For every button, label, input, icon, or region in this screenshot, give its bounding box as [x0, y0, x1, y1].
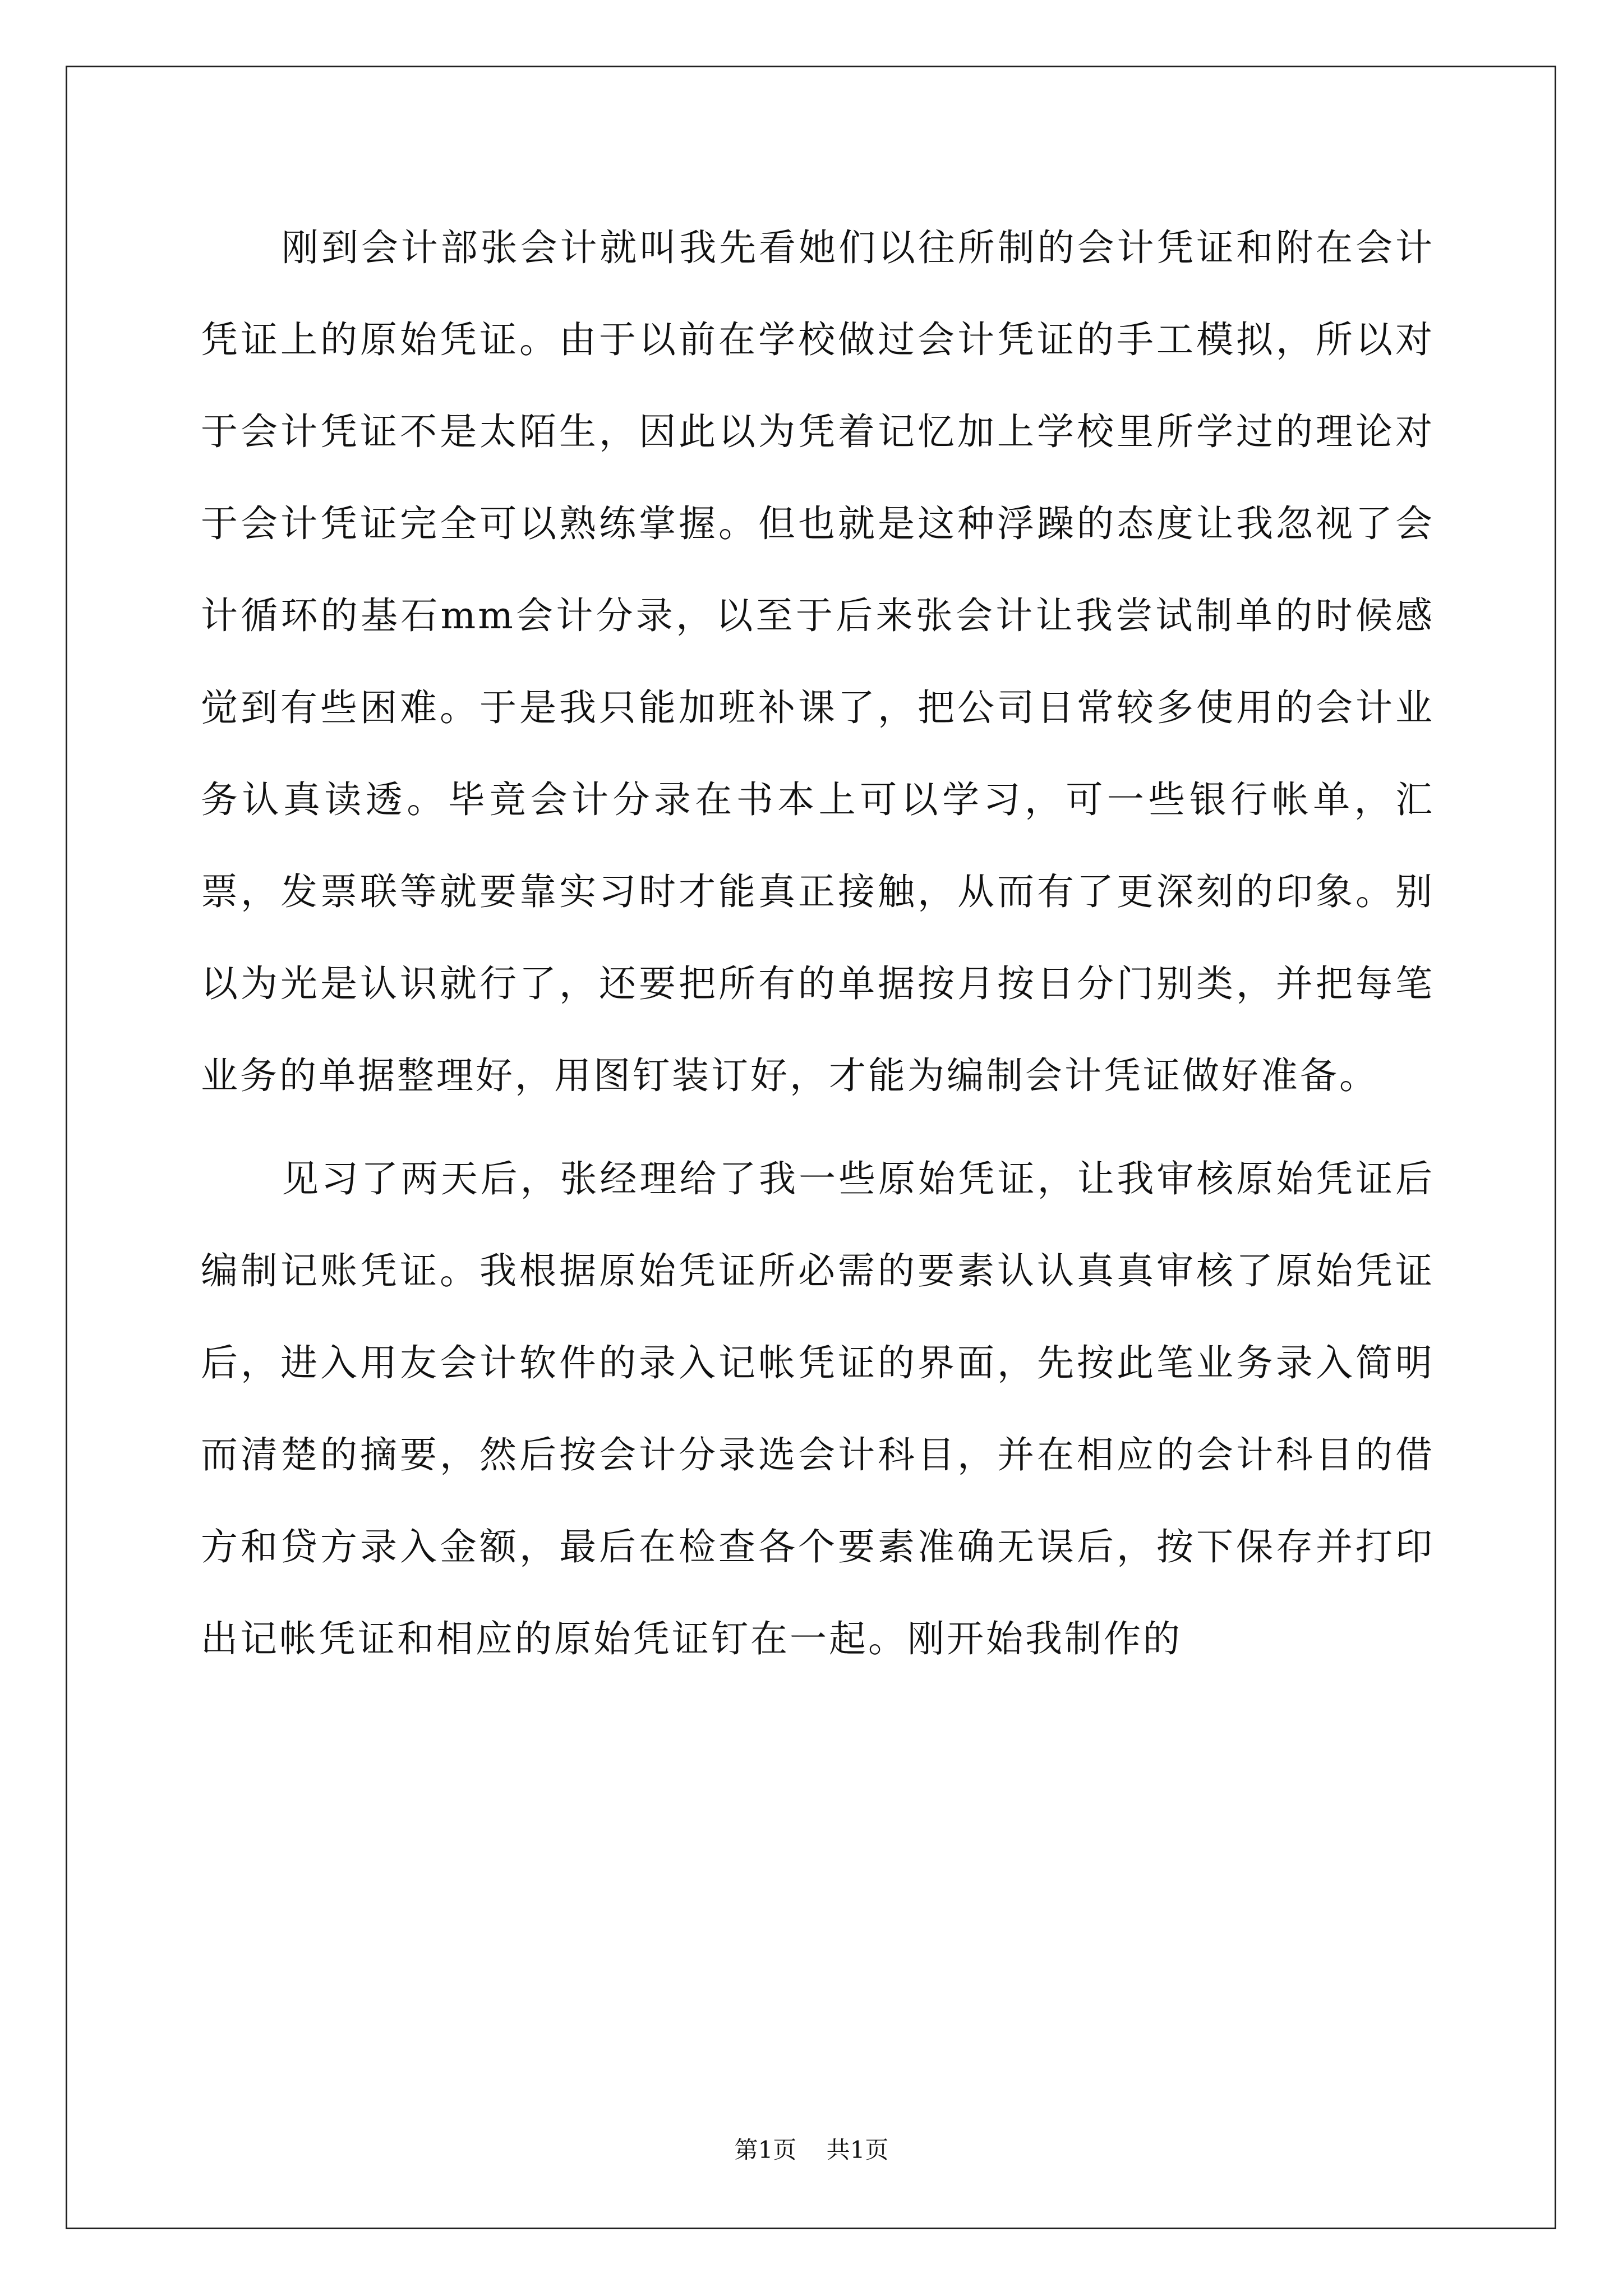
page-footer — [0, 2136, 1623, 2164]
paragraph-1: 刚到会计部张会计就叫我先看她们以往所制的会计凭证和附在会计凭证上的原始凭证。由于以前在学校做过会计凭证的手工模拟，所以对于会计凭证不是太陌生，因此以为凭着记忆加上学校里所学过的理论对于会计凭证完全可以熟练掌握。但也就是这种浮躁的态度让我忽视了会计循环的基石mm会计分录，以至于后来张会计让我尝试制单的时候感觉到有些困难。于是我只能加班补课了，把公司日常较多使用的会计业务认真读透。毕竟会计分录在书本上可以学习，可一些银行帐单，汇票，发票联等就要靠实习时才能真正接触，从而有了更深刻的印象。别以为光是认识就行了，还要把所有的单据按月按日分门别类，并把每笔业务的单据整理好，用图钉装订好，才能为编制会计凭证做好准备。 — [201, 226, 1435, 1097]
document-body — [201, 202, 1435, 1685]
page-total: 共1页 — [826, 2136, 889, 2164]
page-number: 第1页 — [734, 2136, 797, 2164]
paragraph-2: 见习了两天后，张经理给了我一些原始凭证，让我审核原始凭证后编制记账凭证。我根据原始凭证所必需的要素认认真真审核了原始凭证后，进入用友会计软件的录入记帐凭证的界面，先按此笔业务录入简明而清楚的摘要，然后按会计分录选会计科目，并在相应的会计科目的借方和贷方录入金额，最后在检查各个要素准确无误后，按下保存并打印出记帐凭证和相应的原始凭证钉在一起。刚开始我制作的 — [201, 1157, 1435, 1660]
